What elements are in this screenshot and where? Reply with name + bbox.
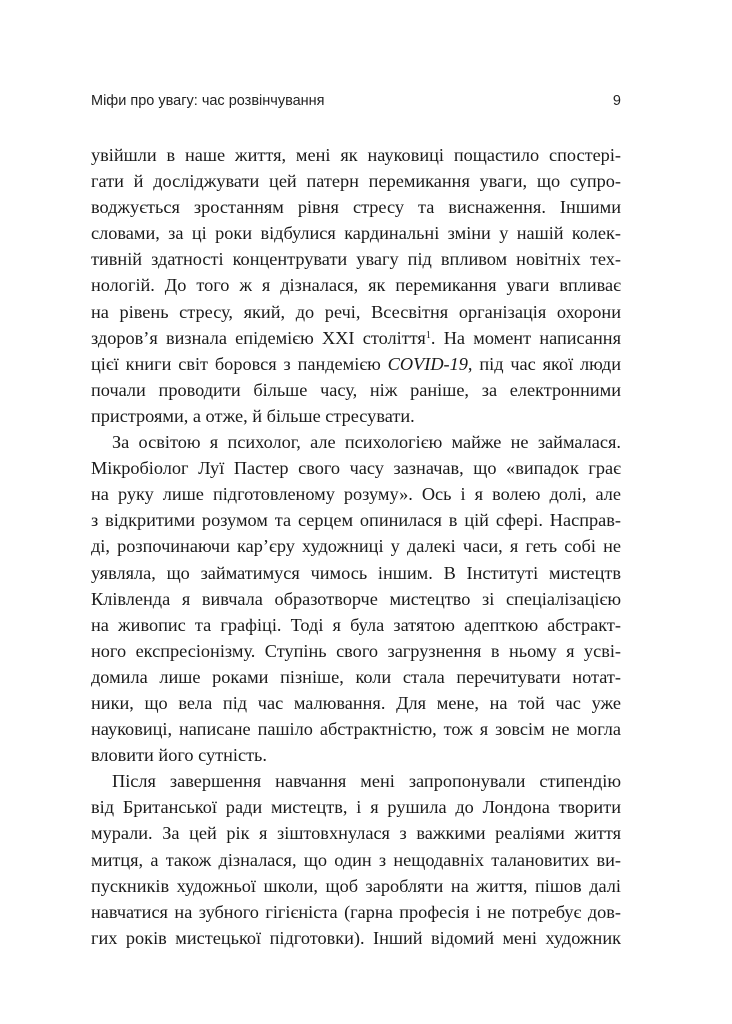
body-text (91, 142, 621, 951)
text-line: на рівень стресу, який, до речі, Всесвітня організація охорони (91, 301, 621, 322)
text-line: ного експресіонізму. Ступінь свого загрузнення в ньому я усві- (91, 640, 621, 661)
text-line: гих років мистецької підготовки). Інший відомий мені художник (91, 927, 621, 948)
text-line: навчатися на зубного гігієніста (гарна професія і не потребує дов- (91, 901, 621, 922)
text-line: увійшли в наше життя, мені як науковиці пощастило спостері- (91, 145, 621, 165)
text-line: з відкритими розумом та серцем опинилася в цій сфері. Насправ- (91, 510, 621, 531)
text-fragment: , під час якої люди (467, 353, 621, 374)
text-line: словами, за ці роки відбулися кардинальні зміни у нашій колек- (91, 223, 621, 244)
text-line (91, 325, 621, 351)
text-line: науковиці, написане пашіло абстрактністю, тож я зовсім не могла (91, 719, 621, 740)
text-line: ники, що вела під час малювання. Для мене, на той час уже (91, 692, 621, 713)
text-line: домила лише роками пізніше, коли стала перечитувати нотат- (91, 666, 621, 687)
text-line: від Британської ради мистецтв, і я рушила до Лондона творити (91, 797, 621, 818)
running-header-title: Міфи про увагу: час розвінчування (91, 93, 325, 109)
text-fragment: здоров’я визнала епідемією XXI століття (91, 327, 426, 348)
text-line: уявляла, що займатимуся чимось іншим. В Інституті мистецтв (91, 562, 621, 583)
text-line: нологій. До того ж я дізналася, як перемикання уваги впливає (91, 275, 621, 296)
text-line: вловити його сутність. (91, 745, 267, 766)
footnote-marker: 1 (425, 329, 431, 341)
text-line: Клівленда я вивчала образотворче мистецтво зі спеціалізацією (91, 588, 621, 609)
italic-term: COVID-19 (387, 353, 468, 374)
text-line: Після завершення навчання мені запропонували стипендію (112, 771, 621, 792)
text-line (91, 351, 621, 377)
paragraph-1 (91, 142, 621, 429)
text-line: гати й досліджувати цей патерн перемикання уваги, що супро- (91, 171, 621, 192)
text-fragment: . На момент написання (430, 327, 621, 348)
text-line: на живопис та графіці. Тоді я була затятою адепткою абстракт- (91, 614, 621, 635)
text-line: митця, а також дізналася, що один з нещодавніх талановитих ви- (91, 849, 621, 870)
running-header (91, 93, 621, 109)
paragraph-2 (91, 429, 621, 768)
text-line: почали проводити більше часу, ніж раніше, за електронними (91, 379, 621, 400)
text-line: тивній здатності концентрувати увагу під впливом новітніх тех- (91, 249, 621, 270)
text-line: воджується зростанням рівня стресу та виснаження. Іншими (91, 197, 621, 218)
text-fragment: цієї книги світ боровся з пандемією (91, 353, 388, 374)
text-line: пристроями, а отже, й більше стресувати. (91, 405, 415, 426)
text-line: За освітою я психолог, але психологією майже не займалася. (112, 432, 621, 453)
text-line: мурали. За цей рік я зіштовхнулася з важкими реаліями життя (91, 823, 621, 844)
text-line: ді, розпочинаючи кар’єру художниці у далекі часи, я геть собі не (91, 536, 621, 557)
text-line: на руку лише підготовленому розуму». Ось і я волею долі, але (91, 484, 621, 505)
text-line: пускників художньої школи, щоб заробляти на життя, пішов далі (91, 875, 621, 896)
text-line: Мікробіолог Луї Пастер свого часу зазначав, що «випадок грає (91, 458, 621, 479)
page-number: 9 (612, 93, 621, 109)
paragraph-3 (91, 768, 621, 951)
